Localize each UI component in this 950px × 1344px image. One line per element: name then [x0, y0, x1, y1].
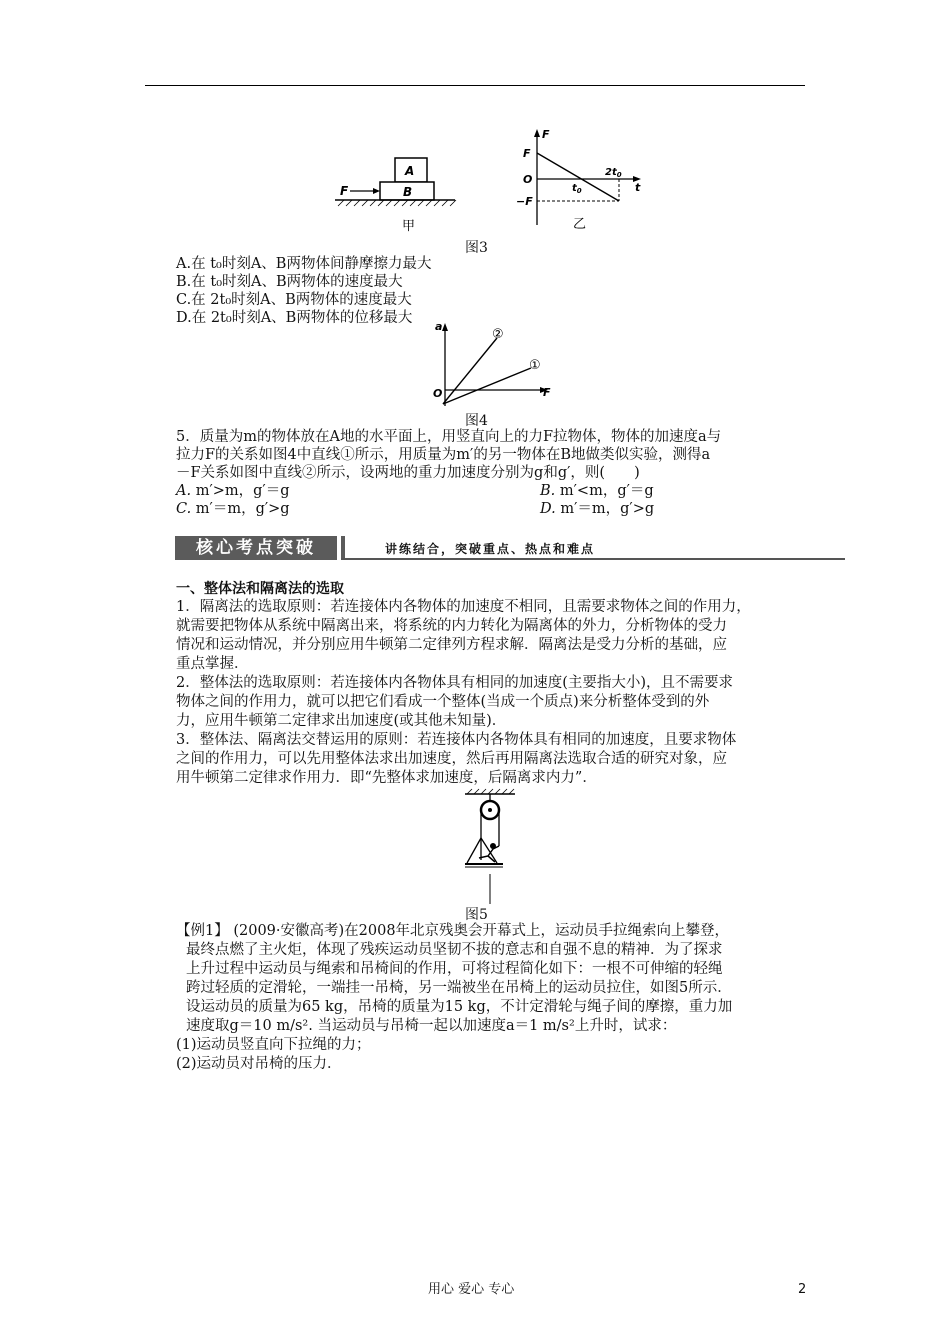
example1-line-5: 设运动员的质量为65 kg，吊椅的质量为15 kg，不计定滑轮与绳子间的摩擦，重力加 — [186, 999, 733, 1015]
example1-line-8: (2)运动员对吊椅的压力． — [176, 1056, 342, 1072]
fig3-t0-sub: 0 — [576, 187, 582, 195]
section1-line-7: 力，应用牛顿第二定律求出加速度(或其他未知量)． — [176, 713, 507, 729]
section1-line-9: 之间的作用力，可以先用整体法求出加速度，然后再用隔离法选取合适的研究对象，应 — [176, 751, 727, 767]
q5-option-d-text: m′＝m，g′>g — [560, 501, 655, 517]
fig3-origin: O — [523, 173, 533, 186]
example1-line-2: 最终点燃了主火炬，体现了残疾运动员坚韧不拔的意志和自强不息的精神．为了探求 — [186, 942, 723, 958]
example1-line-7: (1)运动员竖直向下拉绳的力； — [176, 1037, 371, 1053]
fig3-f-top: F — [523, 147, 531, 160]
section1-heading: 一、整体法和隔离法的选取 — [176, 581, 344, 597]
fig3-label-b: B — [403, 185, 413, 199]
section1-line-4: 重点掌握． — [176, 656, 249, 672]
banner-title: 核心考点突破 — [175, 536, 337, 560]
q5-option-c-letter: C. — [176, 501, 192, 517]
figure3-caption: 图3 — [465, 240, 488, 256]
q5-option-c-text: m′＝m，g′>g — [195, 501, 290, 517]
figure5-pulley-diagram — [455, 788, 525, 906]
fig4-origin: O — [433, 387, 443, 400]
option-q4-c: C.在 2t₀时刻A、B两物体的速度最大 — [176, 292, 412, 308]
section1-line-10: 用牛顿第二定律求作用力．即“先整体求加速度，后隔离求内力”． — [176, 770, 597, 786]
footer-center: 用心 爱心 专心 — [428, 1282, 515, 1297]
figure5-caption: 图5 — [465, 907, 488, 923]
banner-underline — [341, 558, 845, 560]
fig3-label-a: A — [405, 164, 415, 178]
example1-line-1: 【例1】 (2009·安徽高考)在2008年北京残奥会开幕式上，运动员手拉绳索向上攀登， — [176, 923, 730, 939]
q5-option-d — [540, 500, 654, 519]
fig3-label-f: F — [340, 184, 349, 198]
section1-line-6: 物体之间的作用力，就可以把它们看成一个整体(当成一个质点)来分析整体受到的外 — [176, 694, 710, 710]
fig3-right-caption: 乙 — [573, 217, 587, 232]
fig3-2t0-sub: 0 — [616, 171, 622, 179]
section1-line-2: 就需要把物体从系统中隔离出来，将系统的内力转化为隔离体的外力，分析物体的受力 — [176, 618, 727, 634]
fig4-axis-f: F — [543, 386, 551, 399]
option-q4-a: A.在 t₀时刻A、B两物体间静摩擦力最大 — [176, 256, 432, 272]
section-banner — [175, 532, 845, 562]
fig3-axis-f: F — [542, 128, 550, 141]
q5-option-d-letter: D. — [540, 501, 556, 517]
fig3-left-caption: 甲 — [402, 219, 416, 234]
fig3-2t0: 2t — [605, 167, 617, 178]
banner-subtitle: 讲练结合，突破重点、热点和难点 — [385, 542, 596, 556]
figure3-left-diagram — [330, 150, 470, 240]
fig4-line1-label: ① — [529, 358, 541, 373]
example1-line-3: 上升过程中运动员与绳索和吊椅间的作用，可将过程简化如下：一根不可伸缩的轻绳 — [186, 961, 723, 977]
q5-option-a — [176, 482, 290, 501]
fig3-t0: t — [572, 183, 577, 194]
fig4-line2-label: ② — [492, 327, 504, 342]
section1-line-3: 情况和运动情况，并分别应用牛顿第二定律列方程求解．隔离法是受力分析的基础，应 — [176, 637, 727, 653]
q5-line-2: 拉力F的关系如图4中直线①所示，用质量为m′的另一物体在B地做类似实验，测得a — [176, 447, 711, 463]
option-q4-b: B.在 t₀时刻A、B两物体的速度最大 — [176, 274, 403, 290]
section1-line-8: 3．整体法、隔离法交替运用的原则：若连接体内各物体具有相同的加速度，且要求物体 — [176, 732, 737, 748]
figure4-graph — [425, 318, 555, 413]
q5-option-b-letter: B. — [540, 483, 556, 499]
figure3-right-graph — [515, 125, 650, 235]
q5-option-a-letter: A. — [176, 483, 192, 499]
example1-line-4: 跨过轻质的定滑轮，一端挂一吊椅，另一端被坐在吊椅上的运动员拉住，如图5所示． — [186, 980, 732, 996]
q5-option-b — [540, 482, 654, 501]
q5-line-1: 5．质量为m的物体放在A地的水平面上，用竖直向上的力F拉物体，物体的加速度a与 — [176, 429, 722, 445]
q5-line-3: －F关系如图中直线②所示，设两地的重力加速度分别为g和g′，则( ) — [176, 465, 640, 481]
page-number: 2 — [798, 1282, 807, 1297]
option-q4-d: D.在 2t₀时刻A、B两物体的位移最大 — [176, 310, 413, 326]
svg-text:t0 — [572, 183, 582, 195]
q5-option-c — [176, 500, 290, 519]
banner-divider — [341, 536, 345, 560]
fig3-axis-t: t — [635, 181, 641, 194]
fig3-neg-f: −F — [516, 195, 533, 208]
figure4-caption: 图4 — [465, 413, 488, 429]
section1-line-5: 2．整体法的选取原则：若连接体内各物体具有相同的加速度(主要指大小)，且不需要求 — [176, 675, 734, 691]
fig4-axis-a: a — [435, 320, 443, 333]
section1-line-1: 1．隔离法的选取原则：若连接体内各物体的加速度不相同，且需要求物体之间的作用力， — [176, 599, 751, 615]
svg-text:2t0 — [605, 167, 622, 179]
example1-line-6: 速度取g＝10 m/s². 当运动员与吊椅一起以加速度a＝1 m/s²上升时，试求： — [186, 1018, 677, 1034]
q5-option-b-text: m′<m，g′＝g — [559, 483, 654, 499]
header-rule — [145, 85, 805, 86]
q5-option-a-text: m′>m，g′＝g — [195, 483, 290, 499]
